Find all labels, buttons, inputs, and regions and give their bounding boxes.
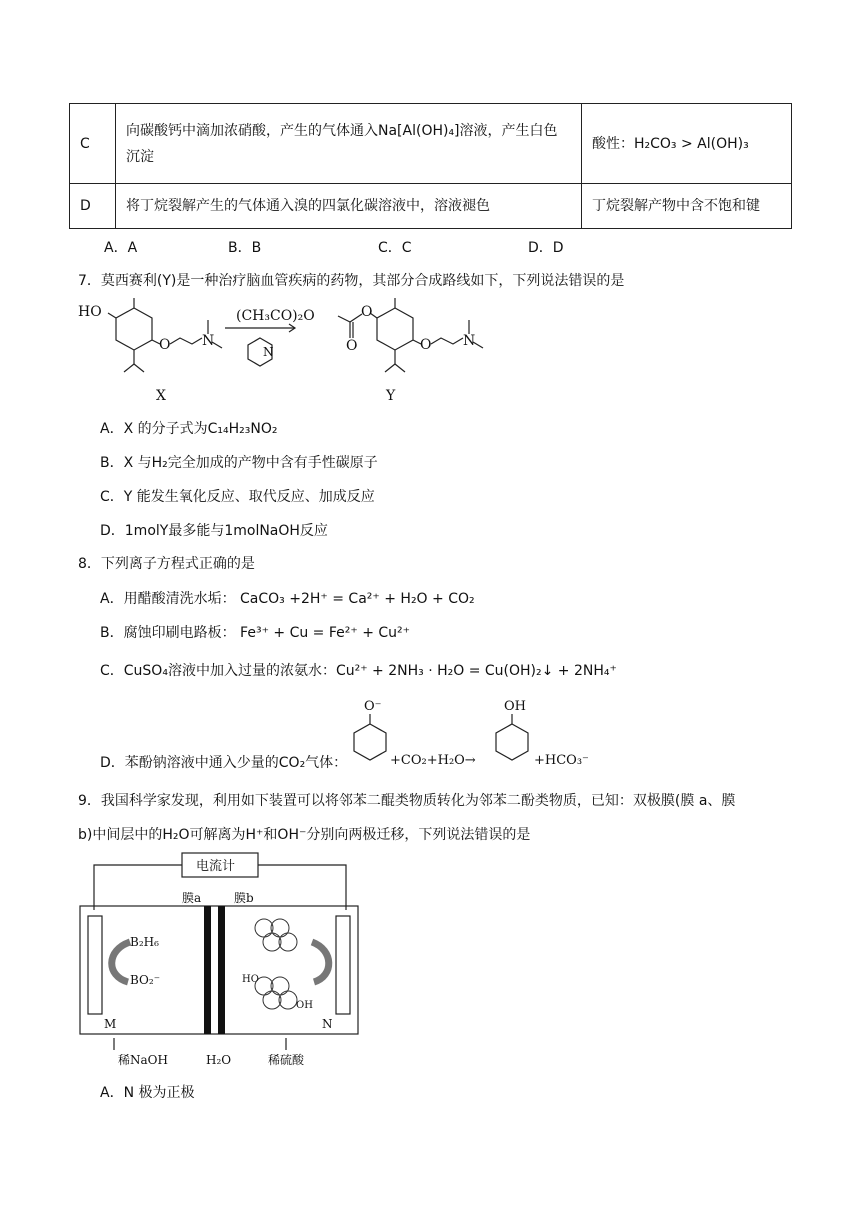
row-label: D [70,184,116,229]
q8-option-c: C．CuSO₄溶液中加入过量的浓氨水：Cu²⁺ + 2NH₃ · H₂O = Cu(OH)₂↓ + 2NH₄⁺ [100,663,617,679]
q6-option-c: C．C [378,240,412,256]
table-row [70,184,792,229]
label-y: Y [386,388,396,404]
water-label: H₂O [206,1053,232,1067]
oh-label: HO [242,974,259,985]
q8-stem: 8．下列离子方程式正确的是 [78,556,255,572]
b2h6-label: B₂H₆ [130,935,159,949]
q9-stem-2: b)中间层中的H₂O可解离为H⁺和OH⁻分别向两极迁移，下列说法错误的是 [78,827,531,843]
row-conclusion: 丁烷裂解产物中含不饱和键 [582,184,792,229]
row-desc: 将丁烷裂解产生的气体通入溴的四氯化碳溶液中，溶液褪色 [116,184,582,229]
q9-stem-1: 9．我国科学家发现，利用如下装置可以将邻苯二醌类物质转化为邻苯二酚类物质，已知：双极膜(膜 a、膜 [78,793,736,809]
electrolysis-diagram [78,850,378,1072]
n-label: N [322,1017,333,1031]
q9-option-a: A．N 极为正极 [100,1085,195,1101]
o-label: O [159,337,171,353]
row-conclusion: 酸性：H₂CO₃ > Al(OH)₃ [582,104,792,184]
phenoxide-ring [354,724,386,760]
ho-label: HO [78,304,102,320]
q8-phenol-equation [350,698,630,770]
q6-table [69,103,792,229]
bo2-label: BO₂⁻ [130,973,161,987]
membrane-b-label: 膜b [234,891,254,905]
q6-option-a: A．A [104,240,138,256]
n-label: N [202,333,215,349]
q6-option-b: B．B [228,240,262,256]
q8-option-d-prefix: D．苯酚钠溶液中通入少量的CO₂气体： [100,755,348,771]
d-mid: +CO₂+H₂O→ [390,753,476,768]
ring-x [116,308,152,350]
q7-reaction-scheme [70,298,520,410]
n-label: N [463,333,476,349]
table-row [70,104,792,184]
phenol-label: OH [504,699,526,714]
o-label: O [420,337,432,353]
membrane-b [218,906,225,1034]
right-solution-label: 稀硫酸 [268,1053,305,1067]
phenoxide-label: O⁻ [364,699,382,714]
q6-option-d: D．D [528,240,564,256]
q8-option-a: A．用醋酸清洗水垢： CaCO₃ +2H⁺ = Ca²⁺ + H₂O + CO₂ [100,591,475,607]
row-desc: 向碳酸钙中滴加浓硝酸，产生的气体通入Na[Al(OH)₄]溶液，产生白色沉淀 [116,104,582,184]
electrode-m [88,916,102,1014]
d-end: +HCO₃⁻ [534,753,589,768]
reagent-label: (CH₃CO)₂O [236,308,315,324]
phenol-ring [496,724,528,760]
o-label: O [361,304,373,320]
label-x: X [156,388,166,404]
membrane-a [204,906,211,1034]
electrode-n [336,916,350,1014]
q7-option-d: D．1molY最多能与1molNaOH反应 [100,523,328,539]
m-label: M [104,1017,117,1031]
left-solution-label: 稀NaOH [118,1053,168,1067]
q7-option-c: C．Y 能发生氧化反应、取代反应、加成反应 [100,489,375,505]
o-label: O [346,338,358,354]
ammeter-label: 电流计 [196,859,236,874]
q7-stem: 7．莫西赛利(Y)是一种治疗脑血管疾病的药物，其部分合成路线如下，下列说法错误的是 [78,273,625,289]
q7-option-a: A．X 的分子式为C₁₄H₂₃NO₂ [100,421,278,437]
membrane-a-label: 膜a [182,891,202,905]
row-label: C [70,104,116,184]
pyridine-n: N [263,345,274,359]
oh-label: OH [296,1000,313,1011]
q8-option-b: B．腐蚀印刷电路板： Fe³⁺ + Cu = Fe²⁺ + Cu²⁺ [100,625,411,641]
q7-option-b: B．X 与H₂完全加成的产物中含有手性碳原子 [100,455,378,471]
